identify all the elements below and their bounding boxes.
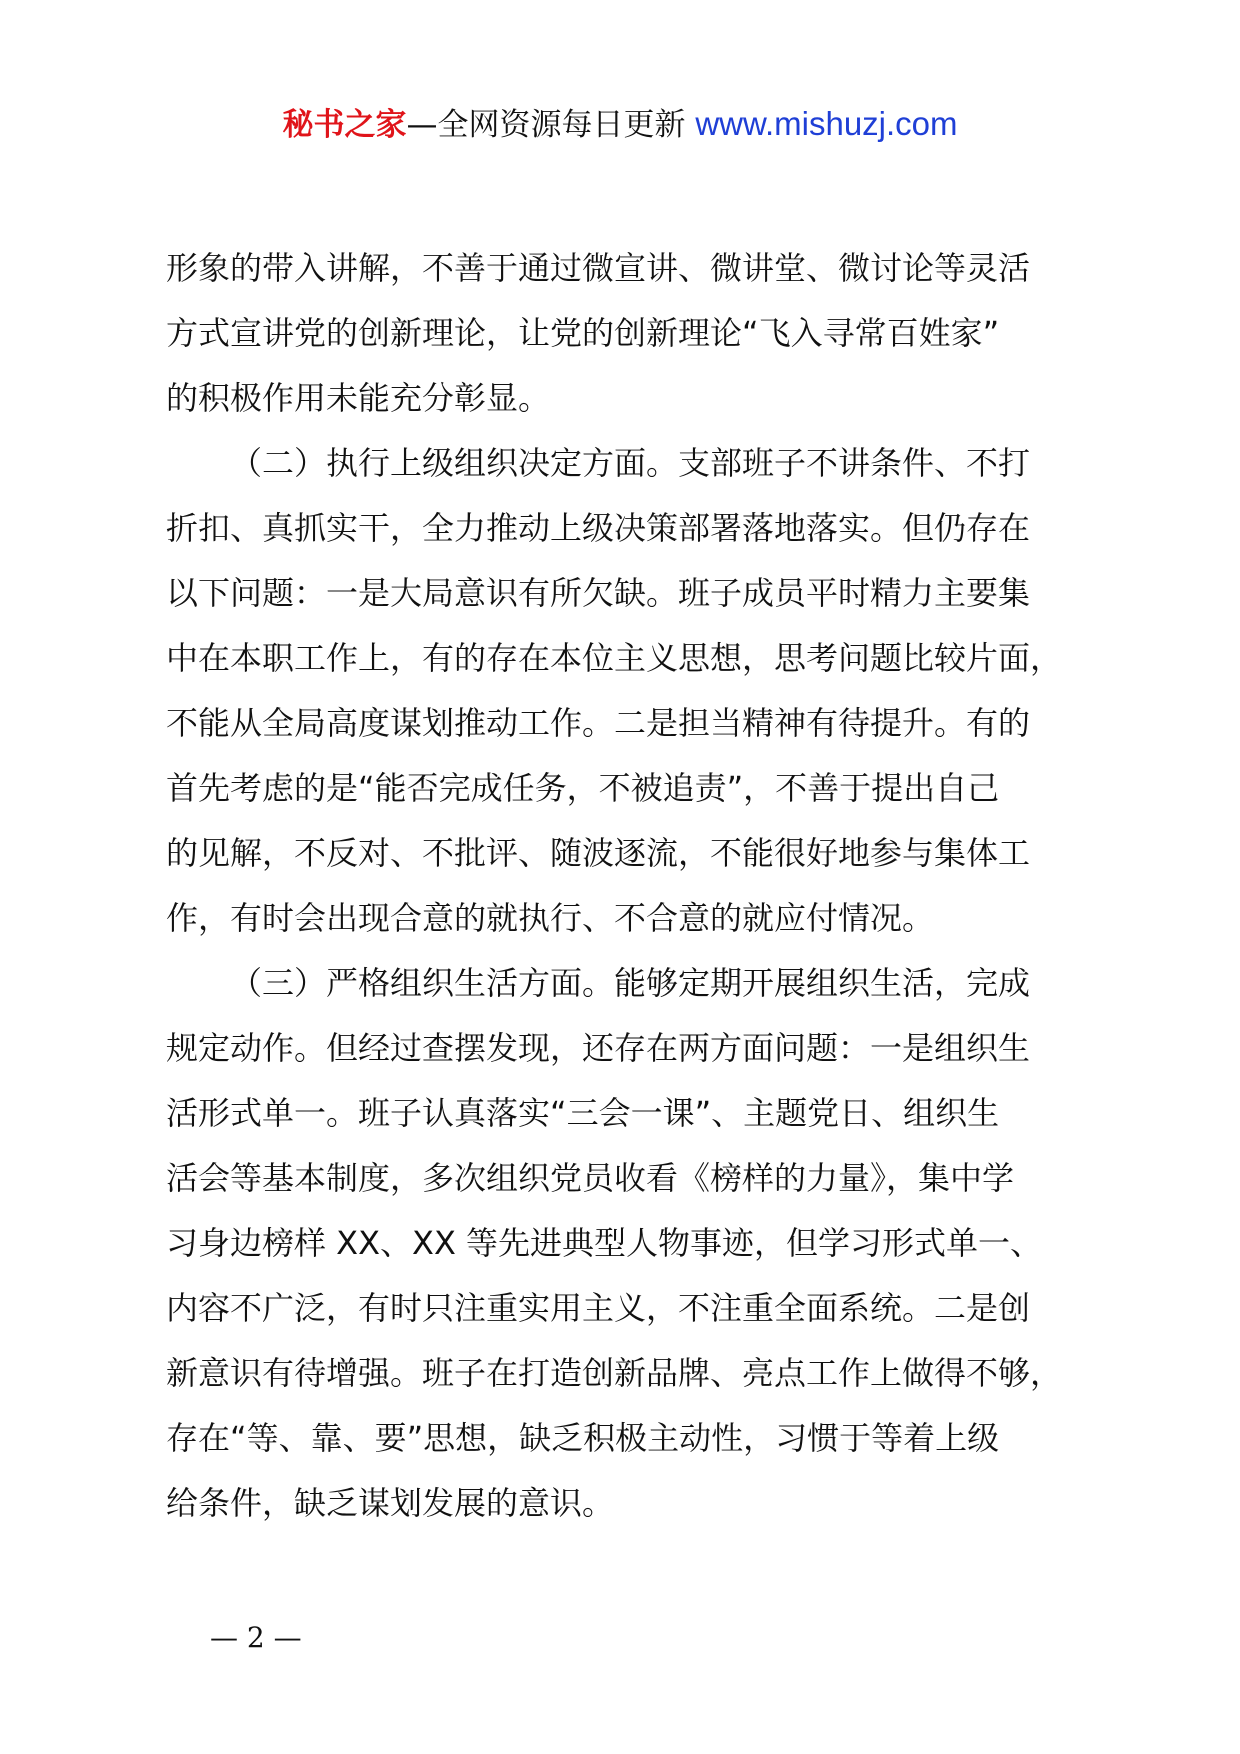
text-line: 活形式单一。班子认真落实“三会一课”、主题党日、组织生 — [166, 1094, 1000, 1132]
text-line: 活会等基本制度，多次组织党员收看《榜样的力量》，集中学 — [166, 1159, 1015, 1197]
page-number: — 2 — — [210, 1621, 302, 1654]
text-line: 新意识有待增强。班子在打造创新品牌、亮点工作上做得不够， — [166, 1354, 1063, 1392]
section-heading-line: （二）执行上级组织决定方面。支部班子不讲条件、不打 — [230, 444, 1031, 482]
text-line: 形象的带入讲解，不善于通过微宣讲、微讲堂、微讨论等灵活 — [166, 249, 1031, 287]
text-line: 折扣、真抓实干，全力推动上级决策部署落地落实。但仍存在 — [166, 509, 1031, 547]
site-brand: 秘书之家 — [282, 107, 407, 143]
text-line: 存在“等、靠、要”思想，缺乏积极主动性，习惯于等着上级 — [166, 1419, 1000, 1457]
text-line: 给条件，缺乏谋划发展的意识。 — [166, 1484, 615, 1522]
text-line: 的见解，不反对、不批评、随波逐流，不能很好地参与集体工 — [166, 834, 1031, 872]
text-line: 习身边榜样 XX、XX 等先进典型人物事迹，但学习形式单一、 — [166, 1224, 1043, 1262]
page-header — [0, 100, 1240, 149]
section-heading-line: （三）严格组织生活方面。能够定期开展组织生活，完成 — [230, 964, 1031, 1002]
text-line: 作，有时会出现合意的就执行、不合意的就应付情况。 — [166, 899, 935, 937]
site-tagline: —全网资源每日更新 — [406, 107, 686, 143]
document-body — [166, 236, 1086, 1536]
text-line: 以下问题：一是大局意识有所欠缺。班子成员平时精力主要集 — [166, 574, 1031, 612]
text-line: 内容不广泛，有时只注重实用主义，不注重全面系统。二是创 — [166, 1289, 1031, 1327]
site-url-link[interactable]: www.mishuzj.com — [695, 105, 958, 142]
text-line: 方式宣讲党的创新理论，让党的创新理论“飞入寻常百姓家” — [166, 314, 1000, 352]
text-line: 中在本职工作上，有的存在本位主义思想，思考问题比较片面， — [166, 639, 1063, 677]
text-line: 不能从全局高度谋划推动工作。二是担当精神有待提升。有的 — [166, 704, 1031, 742]
text-line: 的积极作用未能充分彰显。 — [166, 379, 551, 417]
text-line: 规定动作。但经过查摆发现，还存在两方面问题：一是组织生 — [166, 1029, 1031, 1067]
text-line: 首先考虑的是“能否完成任务，不被追责”，不善于提出自己 — [166, 769, 1000, 807]
